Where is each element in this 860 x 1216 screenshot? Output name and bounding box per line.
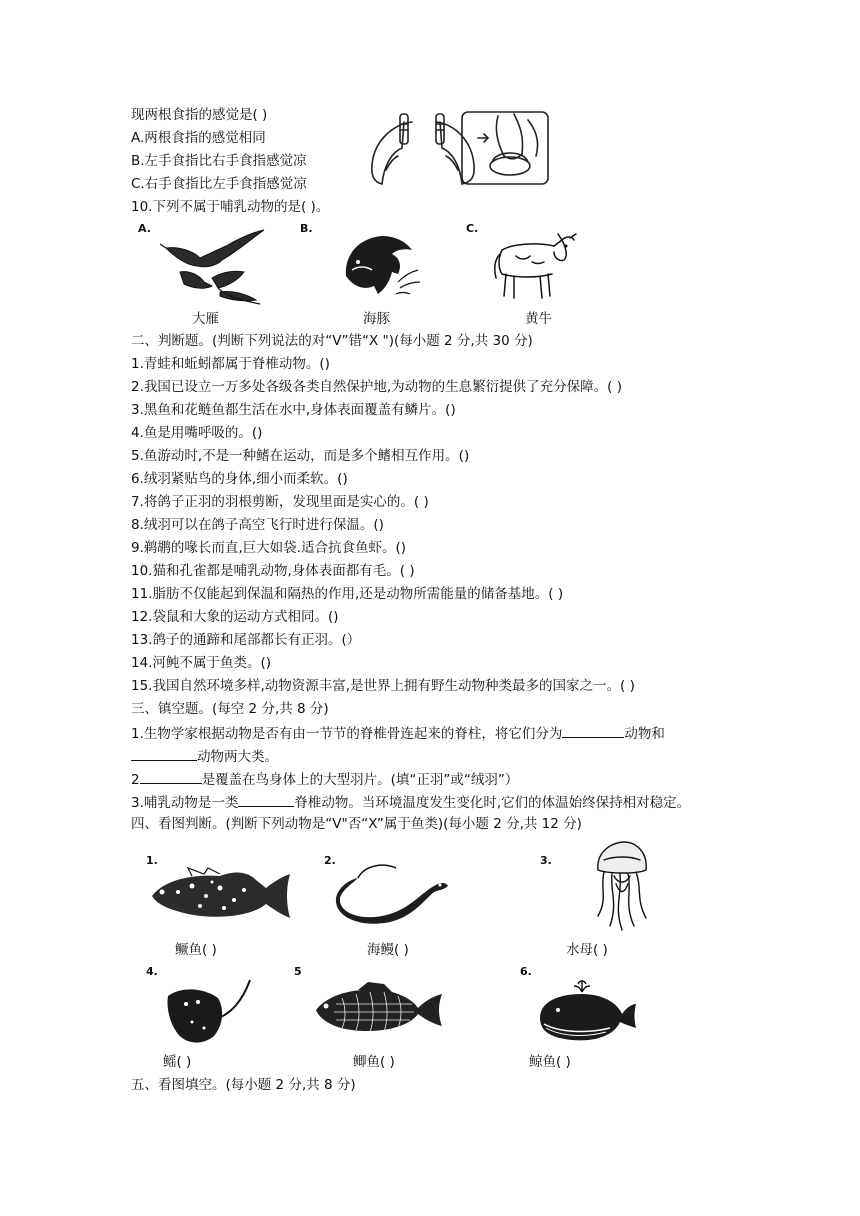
choice-b-caption: 海豚 — [363, 311, 390, 327]
judgement-item: 8.绒羽可以在鸽子高空飞行时进行保温。() — [131, 517, 384, 533]
q9-option-a: A.两根食指的感觉相同 — [131, 130, 266, 146]
choice-a-caption: 大雁 — [192, 311, 219, 327]
fill-blank-1-cont — [131, 746, 278, 766]
dolphin-illustration — [338, 232, 422, 300]
q9-option-b: B.左手食指比右手食指感觉凉 — [131, 153, 307, 169]
crucian-carp-illustration — [312, 980, 444, 1038]
answer-blank[interactable] — [131, 746, 197, 761]
ray-illustration — [164, 974, 256, 1050]
animal-number: 3. — [540, 854, 552, 867]
animal-caption: 鲫鱼( ) — [353, 1054, 395, 1070]
animal-caption: 海鳗( ) — [367, 942, 409, 958]
fill-blank-1-text-a: 1.生物学家根据动物是否有由一节节的脊椎骨连起来的脊柱，将它们分为 — [131, 726, 563, 742]
fill-blank-1-text-b: 动物和 — [624, 726, 665, 742]
judgement-item: 5.鱼游动时,不是一种鳍在运动，而是多个鳍相互作用。() — [131, 448, 470, 464]
q9-option-c: C.右手食指比左手食指感觉凉 — [131, 176, 307, 192]
judgement-item: 12.袋鼠和大象的运动方式相同。() — [131, 609, 339, 625]
judgement-item: 4.鱼是用嘴呼吸的。() — [131, 425, 263, 441]
jellyfish-illustration — [584, 840, 660, 932]
answer-blank[interactable] — [238, 792, 294, 807]
animal-caption: 鳐( ) — [163, 1054, 192, 1070]
choice-c-caption: 黄牛 — [525, 311, 552, 327]
fill-blank-1-text-c: 动物两大类。 — [197, 749, 278, 765]
animal-number: 6. — [520, 965, 532, 978]
choice-a-letter: A. — [138, 222, 151, 235]
mandarin-fish-illustration — [148, 866, 292, 926]
animal-number: 4. — [146, 965, 158, 978]
fill-blank-3-text-b: 脊椎动物。当环境温度发生变化时,它们的体温始终保持相对稳定。 — [294, 795, 691, 811]
fill-blank-2 — [131, 769, 518, 789]
judgement-item: 3.黑鱼和花鲢鱼都生活在水中,身体表面覆盖有鳞片。() — [131, 402, 456, 418]
q9-stem: 现两根食指的感觉是( ) — [131, 107, 268, 123]
animal-caption: 水母( ) — [566, 942, 608, 958]
finger-water-illustration — [364, 110, 550, 188]
judgement-item: 11.脂肪不仅能起到保温和隔热的作用,还是动物所需能量的储备基地。( ) — [131, 586, 564, 602]
whale-illustration — [534, 978, 638, 1046]
cattle-illustration — [492, 228, 578, 302]
judgement-item: 15.我国自然环境多样,动物资源丰富,是世界上拥有野生动物种类最多的国家之一。( ) — [131, 678, 635, 694]
judgement-item: 14.河鲀不属于鱼类。() — [131, 655, 272, 671]
answer-blank[interactable] — [140, 769, 202, 784]
moray-eel-illustration — [334, 858, 450, 926]
fill-blank-2-text-b: 是覆盖在鸟身体上的大型羽片。(填“正羽”或“绒羽”） — [201, 772, 519, 788]
section5-title: 五、看图填空。(每小题 2 分,共 8 分) — [131, 1077, 356, 1093]
fill-blank-3-text-a: 3.哺乳动物是一类 — [131, 795, 239, 811]
section4-title: 四、看图判断。(判断下列动物是“V"否“X”属于鱼类)(每小题 2 分,共 12 分) — [131, 816, 582, 832]
animal-caption: 鳜鱼( ) — [175, 942, 217, 958]
choice-c-letter: C. — [466, 222, 479, 235]
judgement-item: 10.猫和孔雀都是哺乳动物,身体表面都有毛。( ) — [131, 563, 415, 579]
choice-b-letter: B. — [300, 222, 313, 235]
animal-number: 1. — [146, 854, 158, 867]
fill-blank-1 — [131, 723, 665, 743]
answer-blank[interactable] — [562, 723, 624, 738]
judgement-item: 7.将鸽子正羽的羽根剪断，发现里面是实心的。( ) — [131, 494, 429, 510]
wild-goose-illustration — [160, 226, 272, 306]
judgement-item: 13.鸽子的通蹄和尾部都长有正羽。(） — [131, 632, 361, 648]
q10-stem: 10.下列不属于哺乳动物的是( )。 — [131, 199, 330, 215]
animal-caption: 鲸鱼( ) — [529, 1054, 571, 1070]
section2-title: 二、判断题。(判断下列说法的对“V”错“X ")(每小题 2 分,共 30 分) — [131, 333, 533, 349]
section3-title: 三、镇空题。(每空 2 分,共 8 分) — [131, 701, 329, 717]
animal-number: 5 — [294, 965, 302, 978]
fill-blank-2-text-a: 2 — [131, 772, 140, 788]
judgement-item: 1.青蛙和蚯蚓都属于脊椎动物。() — [131, 356, 330, 372]
fill-blank-3 — [131, 792, 690, 812]
judgement-item: 6.绒羽紧贴鸟的身体,细小而柔软。() — [131, 471, 348, 487]
judgement-item: 9.鹈鹕的喙长而直,巨大如袋.适合抗食鱼虾。() — [131, 540, 406, 556]
animal-number: 2. — [324, 854, 336, 867]
judgement-item: 2.我国已设立一万多处各级各类自然保护地,为动物的生息繁衍提供了充分保障。( ) — [131, 379, 622, 395]
